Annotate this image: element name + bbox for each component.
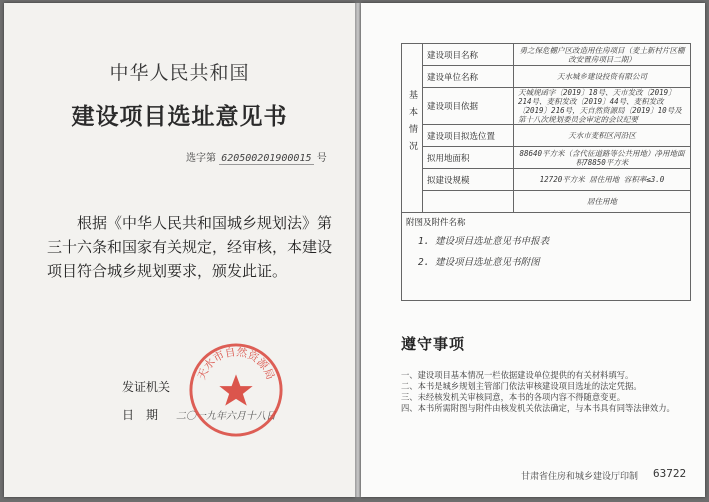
row-label: 建设项目拟选位置 — [423, 125, 514, 147]
row-label: 建设项目依据 — [423, 88, 514, 125]
republic-heading: 中华人民共和国 — [109, 62, 250, 84]
notice-item: 四、本书所需附图与附件由核发机关依法确定，与本书具有同等法律效力。 — [401, 403, 675, 413]
notice-list — [401, 370, 691, 414]
row-label: 拟用地面积 — [423, 147, 514, 169]
certificate-right-page — [361, 3, 705, 497]
attachment-item: 2. 建设项目选址意见书附图 — [418, 257, 540, 268]
row-value: 天水市麦积区河沿区 — [514, 125, 691, 147]
certificate-body — [47, 211, 337, 283]
cert-suffix: 号 — [316, 153, 327, 164]
date-value: 二〇一九年六月十八日 — [175, 411, 276, 422]
issuer-label: 发证机关 — [122, 380, 171, 394]
official-seal — [187, 341, 285, 439]
certificate-number — [186, 149, 327, 164]
row-value: 居住用地 — [514, 191, 691, 213]
row-value: 12720平方米 居住用地 容积率≤3.0 — [514, 169, 691, 191]
notice-item: 三、未经核发机关审核同意，本书的各项内容不得随意变更。 — [401, 392, 626, 402]
row-value: 88640平方米（含代征道路等公共用地）净用地面积78850平方米 — [514, 147, 691, 169]
printer-credit: 甘肃省住房和城乡建设厅印制 — [521, 472, 639, 482]
body-paragraph: 根据《中华人民共和国城乡规划法》第三十六条和国家有关规定，经审核，本建设项目符合城乡规划要求，颁发此证。 — [47, 214, 333, 280]
notice-item: 一、建设项目基本情况一栏依据建设单位提供的有关材料填写。 — [401, 370, 634, 380]
row-label: 建设项目名称 — [423, 44, 514, 66]
row-label: 建设单位名称 — [423, 66, 514, 88]
row-label — [423, 191, 514, 213]
notice-item: 二、本书是城乡规划主管部门依法审核建设项目选址的法定凭据。 — [401, 381, 642, 391]
row-value: 天城规函字〔2019〕18号、天市发改〔2019〕214号、麦积发改〔2019〕44号、麦积发改〔2019〕216号，天自然资源局〔2019〕10号及第十八次规划委员会审定的会议纪要 — [514, 88, 691, 125]
notice-title: 遵守事项 — [401, 335, 466, 353]
cert-number-value: 620500201900015 — [221, 153, 312, 164]
seal-star-icon — [219, 374, 252, 405]
attachments-title: 附图及附件名称 — [406, 218, 466, 228]
date-label: 日 期 — [122, 408, 159, 422]
seal-text: 天水市自然资源局 — [194, 345, 278, 382]
section-label-basic-info: 基本情况 — [402, 44, 423, 213]
row-label: 拟建设规模 — [423, 169, 514, 191]
attachment-item: 1. 建设项目选址意见书申报表 — [418, 236, 550, 247]
cert-prefix: 选字第 — [186, 153, 216, 164]
basic-info-table — [401, 43, 691, 213]
serial-number: 63722 — [653, 467, 687, 480]
row-value: 天水城乡建设投资有限公司 — [514, 66, 691, 88]
row-value: 勇之保危棚户区改造用住房项目（麦土新村片区棚改安置房项目二期） — [514, 44, 691, 66]
certificate-left-page — [4, 3, 355, 497]
attachments-box — [401, 211, 691, 301]
document-title: 建设项目选址意见书 — [71, 104, 288, 130]
